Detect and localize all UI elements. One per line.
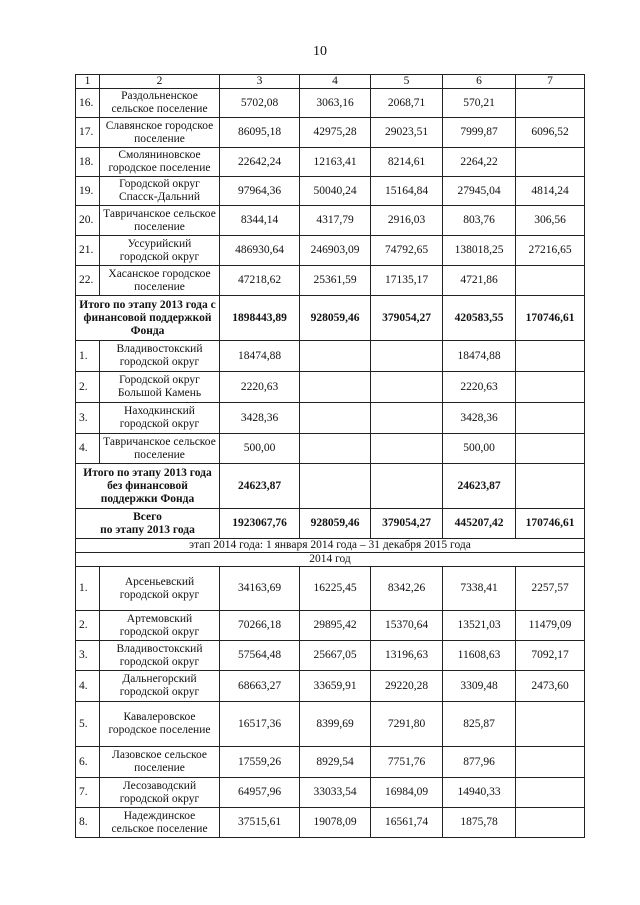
header-cell: 7 <box>516 75 585 89</box>
value-fund <box>300 341 371 372</box>
value-fund <box>300 372 371 403</box>
municipality-name: Хасанское городское поселение <box>100 266 220 296</box>
value-regional <box>371 403 443 434</box>
value-regional: 13196,63 <box>371 641 443 671</box>
value-fund: 19078,09 <box>300 808 371 838</box>
value-fund: 29895,42 <box>300 611 371 641</box>
table-row <box>76 177 585 206</box>
total-value: 170746,61 <box>516 509 585 539</box>
value-total: 68663,27 <box>220 671 300 702</box>
municipality-name: Славянское городское поселение <box>100 118 220 148</box>
table-row <box>76 808 585 838</box>
table-row <box>76 266 585 296</box>
value-local: 500,00 <box>443 434 516 464</box>
value-other <box>516 434 585 464</box>
header-cell: 1 <box>76 75 100 89</box>
value-regional: 16561,74 <box>371 808 443 838</box>
value-fund <box>300 403 371 434</box>
value-regional: 29023,51 <box>371 118 443 148</box>
value-regional <box>371 434 443 464</box>
value-regional: 74792,65 <box>371 236 443 266</box>
value-fund: 33659,91 <box>300 671 371 702</box>
row-number: 22. <box>76 266 100 296</box>
total-value <box>371 464 443 509</box>
row-number: 18. <box>76 148 100 177</box>
value-fund: 33033,54 <box>300 778 371 808</box>
value-fund: 8929,54 <box>300 747 371 778</box>
total-row <box>76 464 585 509</box>
value-regional: 15370,64 <box>371 611 443 641</box>
table-row <box>76 403 585 434</box>
total-row <box>76 509 585 539</box>
funding-table <box>75 74 585 838</box>
value-local: 7338,41 <box>443 567 516 611</box>
value-regional: 15164,84 <box>371 177 443 206</box>
row-number: 2. <box>76 372 100 403</box>
total-value: 1898443,89 <box>220 296 300 341</box>
value-other <box>516 403 585 434</box>
total-value: 1923067,76 <box>220 509 300 539</box>
value-local: 3309,48 <box>443 671 516 702</box>
value-fund: 50040,24 <box>300 177 371 206</box>
header-cell: 5 <box>371 75 443 89</box>
value-local: 4721,86 <box>443 266 516 296</box>
value-regional <box>371 341 443 372</box>
total-value <box>300 464 371 509</box>
value-other <box>516 778 585 808</box>
row-number: 19. <box>76 177 100 206</box>
row-number: 3. <box>76 641 100 671</box>
municipality-name: Надеждинское сельское поселение <box>100 808 220 838</box>
total-value: 928059,46 <box>300 296 371 341</box>
value-local: 877,96 <box>443 747 516 778</box>
value-total: 37515,61 <box>220 808 300 838</box>
value-fund: 12163,41 <box>300 148 371 177</box>
total-label: Итого по этапу 2013 года без финансовой поддержки Фонда <box>76 464 220 509</box>
value-total: 34163,69 <box>220 567 300 611</box>
value-total: 486930,64 <box>220 236 300 266</box>
table-row <box>76 372 585 403</box>
value-total: 57564,48 <box>220 641 300 671</box>
table-row <box>76 747 585 778</box>
total-value: 928059,46 <box>300 509 371 539</box>
value-regional: 2068,71 <box>371 89 443 118</box>
row-number: 2. <box>76 611 100 641</box>
row-number: 4. <box>76 671 100 702</box>
total-label: Итого по этапу 2013 года с финансовой поддержкой Фонда <box>76 296 220 341</box>
table-row <box>76 341 585 372</box>
year-title: 2014 год <box>76 553 585 567</box>
value-fund: 8399,69 <box>300 702 371 747</box>
table-row <box>76 434 585 464</box>
row-number: 4. <box>76 434 100 464</box>
total-row <box>76 296 585 341</box>
value-fund: 4317,79 <box>300 206 371 236</box>
value-total: 70266,18 <box>220 611 300 641</box>
value-regional: 7291,80 <box>371 702 443 747</box>
total-label-line: по этапу 2013 года <box>100 523 195 536</box>
value-other: 7092,17 <box>516 641 585 671</box>
total-value: 445207,42 <box>443 509 516 539</box>
table-row <box>76 641 585 671</box>
value-fund: 246903,09 <box>300 236 371 266</box>
total-label <box>76 509 220 539</box>
value-other <box>516 89 585 118</box>
table-row <box>76 89 585 118</box>
municipality-name: Тавричанское сельское поселение <box>100 434 220 464</box>
value-other: 6096,52 <box>516 118 585 148</box>
value-other: 4814,24 <box>516 177 585 206</box>
value-other <box>516 148 585 177</box>
stage-title-row <box>76 539 585 553</box>
value-total: 500,00 <box>220 434 300 464</box>
value-regional: 16984,09 <box>371 778 443 808</box>
row-number: 1. <box>76 567 100 611</box>
value-other: 306,56 <box>516 206 585 236</box>
row-number: 16. <box>76 89 100 118</box>
value-regional: 17135,17 <box>371 266 443 296</box>
value-total: 5702,08 <box>220 89 300 118</box>
value-local: 7999,87 <box>443 118 516 148</box>
value-regional: 29220,28 <box>371 671 443 702</box>
row-number: 20. <box>76 206 100 236</box>
value-fund: 25667,05 <box>300 641 371 671</box>
total-value: 379054,27 <box>371 509 443 539</box>
row-number: 5. <box>76 702 100 747</box>
value-total: 8344,14 <box>220 206 300 236</box>
value-other: 2473,60 <box>516 671 585 702</box>
municipality-name: Лазовское сельское поселение <box>100 747 220 778</box>
row-number: 8. <box>76 808 100 838</box>
value-total: 2220,63 <box>220 372 300 403</box>
table-row <box>76 567 585 611</box>
value-total: 18474,88 <box>220 341 300 372</box>
total-value <box>516 464 585 509</box>
value-total: 17559,26 <box>220 747 300 778</box>
value-regional: 7751,76 <box>371 747 443 778</box>
municipality-name: Арсеньевский городской округ <box>100 567 220 611</box>
year-title-row <box>76 553 585 567</box>
value-local: 570,21 <box>443 89 516 118</box>
municipality-name: Городской округ Спасск-Дальний <box>100 177 220 206</box>
municipality-name: Кавалеровское городское поселение <box>100 702 220 747</box>
table-row <box>76 148 585 177</box>
header-row <box>76 75 585 89</box>
value-local: 14940,33 <box>443 778 516 808</box>
table-row <box>76 611 585 641</box>
value-other <box>516 747 585 778</box>
header-cell: 2 <box>100 75 220 89</box>
value-other <box>516 808 585 838</box>
header-cell: 6 <box>443 75 516 89</box>
value-local: 18474,88 <box>443 341 516 372</box>
municipality-name: Тавричанское сельское поселение <box>100 206 220 236</box>
row-number: 6. <box>76 747 100 778</box>
municipality-name: Артемовский городской округ <box>100 611 220 641</box>
total-value: 24623,87 <box>443 464 516 509</box>
total-value: 379054,27 <box>371 296 443 341</box>
value-other <box>516 702 585 747</box>
row-number: 1. <box>76 341 100 372</box>
value-local: 825,87 <box>443 702 516 747</box>
value-other <box>516 372 585 403</box>
value-total: 22642,24 <box>220 148 300 177</box>
table-row <box>76 206 585 236</box>
municipality-name: Смоляниновское городское поселение <box>100 148 220 177</box>
total-value: 24623,87 <box>220 464 300 509</box>
value-regional: 2916,03 <box>371 206 443 236</box>
municipality-name: Владивостокский городской округ <box>100 641 220 671</box>
total-value: 170746,61 <box>516 296 585 341</box>
total-value: 420583,55 <box>443 296 516 341</box>
table-row <box>76 236 585 266</box>
value-other: 27216,65 <box>516 236 585 266</box>
value-fund: 25361,59 <box>300 266 371 296</box>
row-number: 7. <box>76 778 100 808</box>
municipality-name: Лесозаводский городской округ <box>100 778 220 808</box>
value-total: 16517,36 <box>220 702 300 747</box>
table-row <box>76 778 585 808</box>
value-local: 3428,36 <box>443 403 516 434</box>
row-number: 3. <box>76 403 100 434</box>
value-local: 138018,25 <box>443 236 516 266</box>
municipality-name: Владивостокский городской округ <box>100 341 220 372</box>
value-local: 13521,03 <box>443 611 516 641</box>
value-local: 2220,63 <box>443 372 516 403</box>
value-total: 86095,18 <box>220 118 300 148</box>
value-fund: 3063,16 <box>300 89 371 118</box>
total-label-line: Всего <box>133 510 162 523</box>
value-total: 97964,36 <box>220 177 300 206</box>
municipality-name: Находкинский городской округ <box>100 403 220 434</box>
table-row <box>76 118 585 148</box>
municipality-name: Городской округ Большой Камень <box>100 372 220 403</box>
value-local: 2264,22 <box>443 148 516 177</box>
value-other <box>516 266 585 296</box>
value-fund: 42975,28 <box>300 118 371 148</box>
value-regional: 8214,61 <box>371 148 443 177</box>
table-body <box>76 75 585 838</box>
value-regional <box>371 372 443 403</box>
value-total: 47218,62 <box>220 266 300 296</box>
value-local: 27945,04 <box>443 177 516 206</box>
value-local: 11608,63 <box>443 641 516 671</box>
value-fund <box>300 434 371 464</box>
municipality-name: Дальнегорский городской округ <box>100 671 220 702</box>
municipality-name: Уссурийский городской округ <box>100 236 220 266</box>
value-other: 11479,09 <box>516 611 585 641</box>
table-row <box>76 702 585 747</box>
page-number: 10 <box>313 44 327 59</box>
header-cell: 4 <box>300 75 371 89</box>
value-fund: 16225,45 <box>300 567 371 611</box>
municipality-name: Раздольненское сельское поселение <box>100 89 220 118</box>
header-cell: 3 <box>220 75 300 89</box>
value-local: 803,76 <box>443 206 516 236</box>
value-other: 2257,57 <box>516 567 585 611</box>
row-number: 17. <box>76 118 100 148</box>
value-other <box>516 341 585 372</box>
stage-title: этап 2014 года: 1 января 2014 года – 31 декабря 2015 года <box>76 539 585 553</box>
value-total: 3428,36 <box>220 403 300 434</box>
value-total: 64957,96 <box>220 778 300 808</box>
value-regional: 8342,26 <box>371 567 443 611</box>
table-row <box>76 671 585 702</box>
row-number: 21. <box>76 236 100 266</box>
value-local: 1875,78 <box>443 808 516 838</box>
